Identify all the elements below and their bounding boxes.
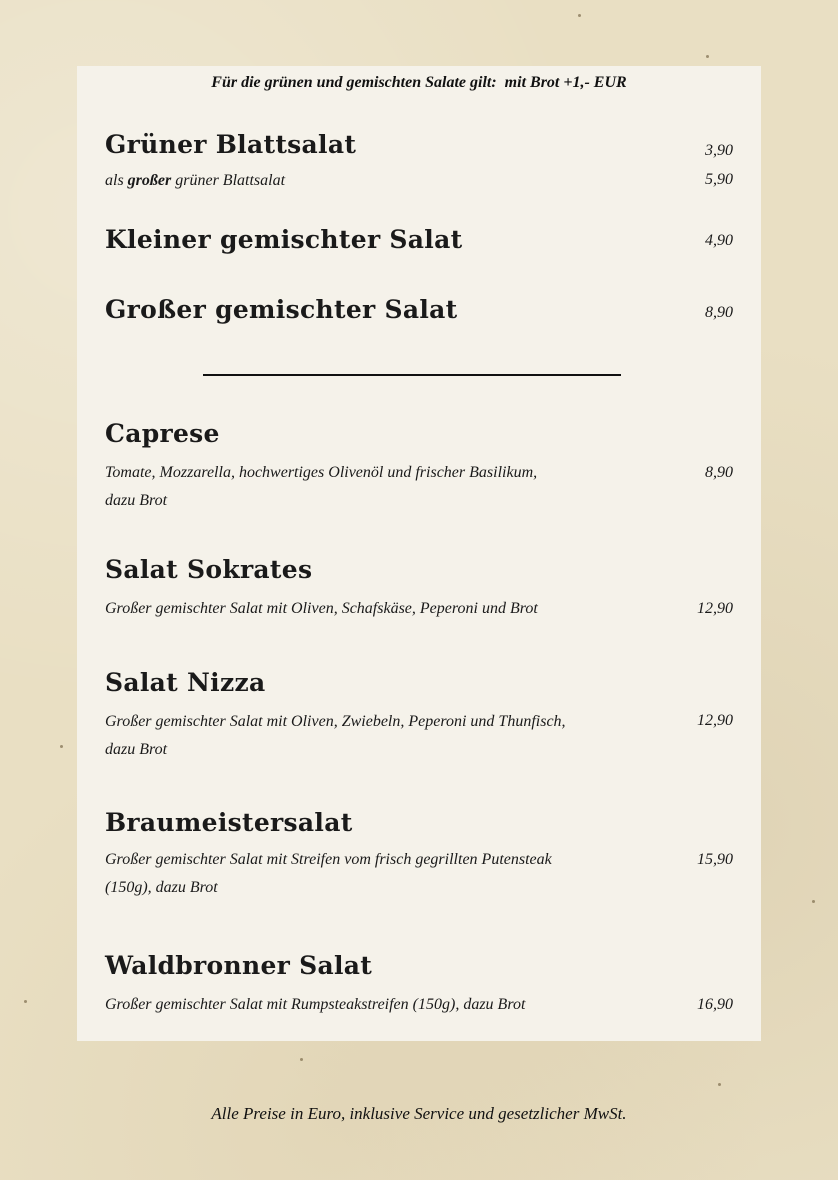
item-description: als großer grüner Blattsalat	[105, 172, 286, 189]
paper-speck	[812, 900, 815, 903]
item-title: Kleiner gemischter Salat	[105, 225, 463, 254]
price-footer-note: Alle Preise in Euro, inklusive Service und gesetzlicher MwSt.	[211, 1104, 627, 1123]
item-title: Großer gemischter Salat	[105, 295, 458, 324]
section-divider	[203, 374, 621, 376]
item-description: Großer gemischter Salat mit Oliven, Zwiebeln, Peperoni und Thunfisch, dazu Brot	[105, 713, 566, 758]
item-title: Caprese	[105, 419, 220, 448]
bread-surcharge-note: Für die grünen und gemischten Salate gilt: mit Brot +1,- EUR	[211, 74, 627, 91]
item-price: 4,90	[705, 232, 733, 249]
item-title: Salat Nizza	[105, 668, 266, 697]
menu-panel	[77, 66, 761, 1041]
item-price: 3,90	[705, 142, 733, 159]
item-title: Waldbronner Salat	[105, 951, 373, 980]
paper-speck	[300, 1058, 303, 1061]
item-price: 12,90	[697, 600, 733, 617]
item-price: 15,90	[697, 851, 733, 868]
paper-speck	[60, 745, 63, 748]
item-description: Großer gemischter Salat mit Rumpsteakstreifen (150g), dazu Brot	[105, 996, 526, 1013]
item-title: Salat Sokrates	[105, 555, 313, 584]
paper-speck	[24, 1000, 27, 1003]
paper-speck	[578, 14, 581, 17]
item-price: 5,90	[705, 171, 733, 188]
item-title: Grüner Blattsalat	[105, 130, 357, 159]
item-price: 16,90	[697, 996, 733, 1013]
paper-speck	[718, 1083, 721, 1086]
paper-speck	[706, 55, 709, 58]
item-description: Großer gemischter Salat mit Oliven, Schafskäse, Peperoni und Brot	[105, 600, 538, 617]
item-description: Tomate, Mozzarella, hochwertiges Olivenöl und frischer Basilikum, dazu Brot	[105, 464, 538, 509]
item-price: 8,90	[705, 304, 733, 321]
item-title: Braumeistersalat	[105, 808, 353, 837]
item-price: 12,90	[697, 712, 733, 729]
item-description: Großer gemischter Salat mit Streifen vom frisch gegrillten Putensteak (150g), dazu Brot	[105, 851, 552, 896]
item-price: 8,90	[705, 464, 733, 481]
